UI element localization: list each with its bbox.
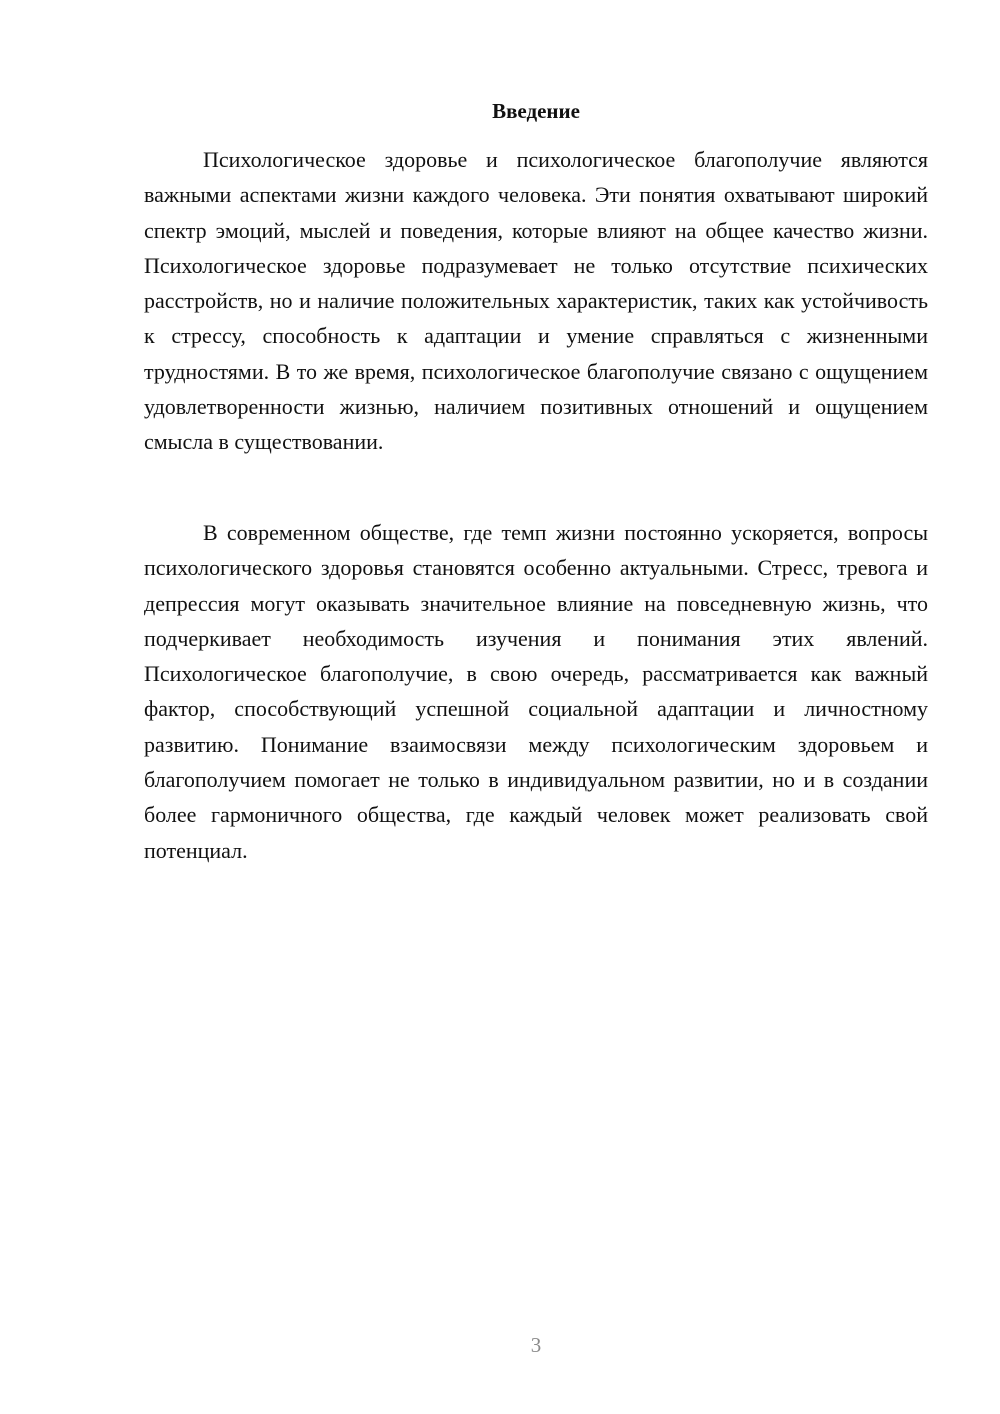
section-heading: Введение: [492, 99, 580, 123]
page-number: 3: [530, 1333, 542, 1357]
paragraph-introduction-1: Психологическое здоровье и психологическое благополучие являются важными аспектами жизни каждого человека. Эти понятия охватывают широкий спектр эмоций, мыслей и поведения, которые влияют на общее качество жизни. Психологическое здоровье подразумевает не только отсутствие психических расстройств, но и наличие положительных характеристик, таких как устойчивость к стрессу, способность к адаптации и умение справляться с жизненными трудностями. В то же время, психологическое благополучие связано с ощущением удовлетворенности жизнью, наличием позитивных отношений и ощущением смысла в существовании.: [144, 147, 928, 455]
paragraph-introduction-2: В современном обществе, где темп жизни постоянно ускоряется, вопросы психологического здоровья становятся особенно актуальными. Стресс, тревога и депрессия могут оказывать значительное влияние на повседневную жизнь, что подчеркивает необходимость изучения и понимания этих явлений. Психологическое благополучие, в свою очередь, рассматривается как важный фактор, способствующий успешной социальной адаптации и личностному развитию. Понимание взаимосвязи между психологическим здоровьем и благополучием помогает не только в индивидуальном развитии, но и в создании более гармоничного общества, где каждый человек может реализовать свой потенциал.: [144, 520, 928, 863]
